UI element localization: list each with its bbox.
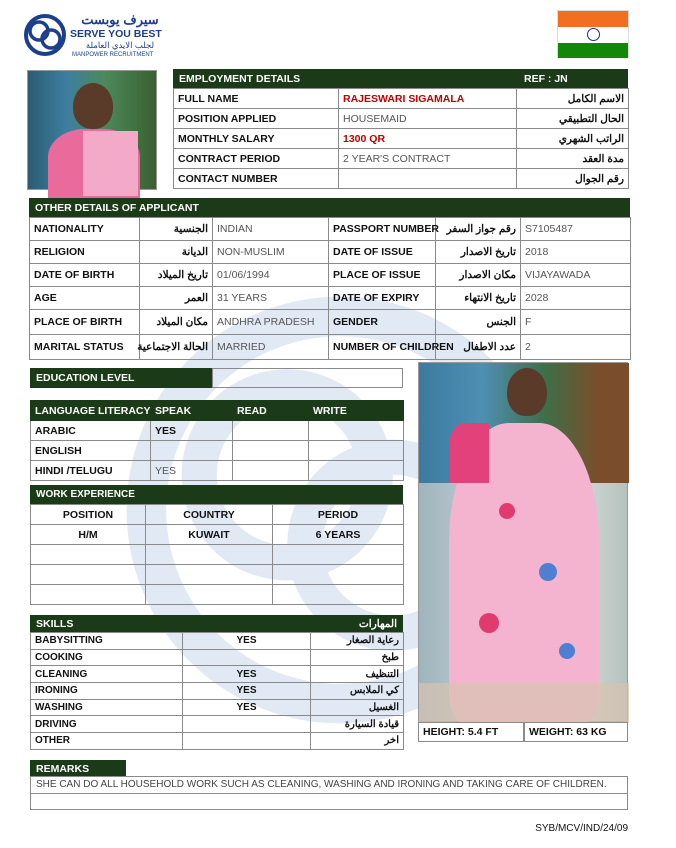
- table-row: [31, 441, 404, 461]
- language-speak: YES: [151, 421, 233, 441]
- detail-arabic: الحالة الاجتماعية: [140, 335, 213, 360]
- position-header: POSITION: [31, 505, 146, 525]
- table-row: [30, 218, 631, 241]
- monthly-salary-value: 1300 QR: [339, 129, 517, 149]
- skill-value: [183, 716, 311, 733]
- position-applied-label: POSITION APPLIED: [174, 109, 339, 129]
- language-name: HINDI /TELUGU: [31, 461, 151, 481]
- language-write: [309, 421, 404, 441]
- skills-header: [30, 615, 403, 632]
- write-header: WRITE: [309, 401, 404, 421]
- skill-arabic: التنظيف: [311, 666, 404, 683]
- language-write: [309, 461, 404, 481]
- detail-arabic: تاريخ الانتهاء: [436, 287, 521, 310]
- work-country: KUWAIT: [146, 525, 273, 545]
- work-position: H/M: [31, 525, 146, 545]
- logo-arabic-sub: لجلب الايدي العاملة: [85, 40, 155, 50]
- table-row: [174, 149, 629, 169]
- language-read: [233, 441, 309, 461]
- contract-period-arabic: مدة العقد: [517, 149, 629, 169]
- skill-value: YES: [183, 666, 311, 683]
- language-literacy-header: LANGUAGE LITERACY: [31, 401, 151, 421]
- language-read: [233, 461, 309, 481]
- skill-arabic: رعاية الصغار: [311, 633, 404, 650]
- detail-label: NATIONALITY: [30, 218, 140, 241]
- detail-arabic: الجنسية: [140, 218, 213, 241]
- employment-table: [173, 88, 629, 189]
- table-row: [30, 264, 631, 287]
- logo-arabic: سيرف يوبست: [81, 12, 159, 27]
- monthly-salary-arabic: الراتب الشهري: [517, 129, 629, 149]
- language-read: [233, 421, 309, 441]
- detail-value: S7105487: [521, 218, 631, 241]
- language-name: ARABIC: [31, 421, 151, 441]
- skill-value: YES: [183, 683, 311, 700]
- table-row: [31, 565, 404, 585]
- detail-label: DATE OF ISSUE: [329, 241, 436, 264]
- detail-arabic: العمر: [140, 287, 213, 310]
- skill-name: CLEANING: [31, 666, 183, 683]
- detail-value: 2018: [521, 241, 631, 264]
- skill-arabic: اخر: [311, 733, 404, 750]
- position-applied-value: HOUSEMAID: [339, 109, 517, 129]
- skill-arabic: قيادة السيارة: [311, 716, 404, 733]
- detail-label: DATE OF EXPIRY: [329, 287, 436, 310]
- table-row: [31, 699, 404, 716]
- education-level-header: EDUCATION LEVEL: [30, 368, 212, 388]
- table-row: [174, 89, 629, 109]
- detail-value: 01/06/1994: [213, 264, 329, 287]
- period-header: PERIOD: [273, 505, 404, 525]
- contact-number-value: [339, 169, 517, 189]
- language-write: [309, 441, 404, 461]
- table-row: [174, 169, 629, 189]
- position-applied-arabic: الحال التطبيقي: [517, 109, 629, 129]
- remarks-box: [30, 776, 628, 810]
- detail-arabic: رقم جواز السفر: [436, 218, 521, 241]
- skill-name: BABYSITTING: [31, 633, 183, 650]
- skill-name: COOKING: [31, 649, 183, 666]
- table-row: [30, 310, 631, 335]
- applicant-photo-full: [418, 362, 628, 722]
- document-code: SYB/MCV/IND/24/09: [535, 823, 628, 834]
- detail-arabic: الجنس: [436, 310, 521, 335]
- table-row: [31, 585, 404, 605]
- monthly-salary-label: MONTHLY SALARY: [174, 129, 339, 149]
- skill-value: YES: [183, 633, 311, 650]
- detail-label: PLACE OF ISSUE: [329, 264, 436, 287]
- language-speak: [151, 441, 233, 461]
- remarks-text: SHE CAN DO ALL HOUSEHOLD WORK SUCH AS CLEANING, WASHING AND IRONING AND TAKING CARE OF CHILDREN.: [31, 777, 627, 794]
- table-row: [31, 525, 404, 545]
- skill-arabic: الغسيل: [311, 699, 404, 716]
- detail-value: 2: [521, 335, 631, 360]
- detail-value: INDIAN: [213, 218, 329, 241]
- table-row: [31, 733, 404, 750]
- table-row: [31, 633, 404, 650]
- detail-value: F: [521, 310, 631, 335]
- table-row: [31, 545, 404, 565]
- speak-header: SPEAK: [151, 401, 233, 421]
- detail-label: GENDER: [329, 310, 436, 335]
- contract-period-label: CONTRACT PERIOD: [174, 149, 339, 169]
- contact-number-label: CONTACT NUMBER: [174, 169, 339, 189]
- detail-label: RELIGION: [30, 241, 140, 264]
- other-details-table: [29, 217, 631, 360]
- skill-name: OTHER: [31, 733, 183, 750]
- full-name-value: RAJESWARI SIGAMALA: [339, 89, 517, 109]
- india-flag-icon: [557, 10, 629, 58]
- detail-arabic: مكان الميلاد: [140, 310, 213, 335]
- skill-arabic: طبخ: [311, 649, 404, 666]
- detail-arabic: تاريخ الاصدار: [436, 241, 521, 264]
- language-name: ENGLISH: [31, 441, 151, 461]
- contact-number-arabic: رقم الجوال: [517, 169, 629, 189]
- detail-label: MARITAL STATUS: [30, 335, 140, 360]
- skill-arabic: كي الملابس: [311, 683, 404, 700]
- table-row: [31, 461, 404, 481]
- employment-details-header: [173, 69, 628, 88]
- skill-value: YES: [183, 699, 311, 716]
- language-table: [30, 400, 404, 481]
- detail-arabic: مكان الاصدار: [436, 264, 521, 287]
- full-name-arabic: الاسم الكامل: [517, 89, 629, 109]
- employment-title: EMPLOYMENT DETAILS: [179, 72, 301, 85]
- language-speak: YES: [151, 461, 233, 481]
- skill-value: [183, 649, 311, 666]
- logo-english: SERVE YOU BEST: [70, 28, 162, 40]
- table-row: [31, 666, 404, 683]
- detail-value: NON-MUSLIM: [213, 241, 329, 264]
- detail-value: 2028: [521, 287, 631, 310]
- detail-label: NUMBER OF CHILDREN: [329, 335, 436, 360]
- table-row: [30, 241, 631, 264]
- detail-label: AGE: [30, 287, 140, 310]
- logo-knot-icon: [22, 12, 68, 58]
- read-header: READ: [233, 401, 309, 421]
- skill-name: DRIVING: [31, 716, 183, 733]
- contract-period-value: 2 YEAR'S CONTRACT: [339, 149, 517, 169]
- language-header-row: [31, 401, 404, 421]
- detail-label: DATE OF BIRTH: [30, 264, 140, 287]
- skill-value: [183, 733, 311, 750]
- detail-value: MARRIED: [213, 335, 329, 360]
- table-row: [174, 129, 629, 149]
- remarks-header: REMARKS: [30, 760, 126, 777]
- detail-arabic: تاريخ الميلاد: [140, 264, 213, 287]
- detail-label: PLACE OF BIRTH: [30, 310, 140, 335]
- detail-value: VIJAYAWADA: [521, 264, 631, 287]
- table-row: [174, 109, 629, 129]
- other-details-header: OTHER DETAILS OF APPLICANT: [29, 198, 630, 217]
- applicant-photo-small: [27, 70, 157, 190]
- table-row: [31, 716, 404, 733]
- logo-subtitle: MANPOWER RECRUITMENT: [72, 52, 154, 58]
- skills-title: SKILLS: [36, 617, 74, 630]
- full-name-label: FULL NAME: [174, 89, 339, 109]
- work-experience-header: WORK EXPERIENCE: [30, 485, 403, 504]
- skill-name: WASHING: [31, 699, 183, 716]
- work-period: 6 YEARS: [273, 525, 404, 545]
- weight-label: WEIGHT: 63 KG: [524, 722, 628, 742]
- height-label: HEIGHT: 5.4 FT: [418, 722, 524, 742]
- table-row: [31, 649, 404, 666]
- education-level-value: [212, 368, 403, 388]
- country-header: COUNTRY: [146, 505, 273, 525]
- skills-title-arabic: المهارات: [358, 617, 397, 630]
- company-logo: [22, 12, 172, 62]
- detail-arabic: عدد الاطفال: [436, 335, 521, 360]
- detail-label: PASSPORT NUMBER: [329, 218, 436, 241]
- table-row: [30, 335, 631, 360]
- skill-name: IRONING: [31, 683, 183, 700]
- table-row: [30, 287, 631, 310]
- table-row: [31, 421, 404, 441]
- work-experience-table: [30, 504, 404, 605]
- skills-table: [30, 632, 404, 750]
- detail-value: ANDHRA PRADESH: [213, 310, 329, 335]
- table-row: [31, 683, 404, 700]
- detail-arabic: الديانة: [140, 241, 213, 264]
- detail-value: 31 YEARS: [213, 287, 329, 310]
- reference-code: REF : JN: [524, 72, 568, 85]
- work-header-row: [31, 505, 404, 525]
